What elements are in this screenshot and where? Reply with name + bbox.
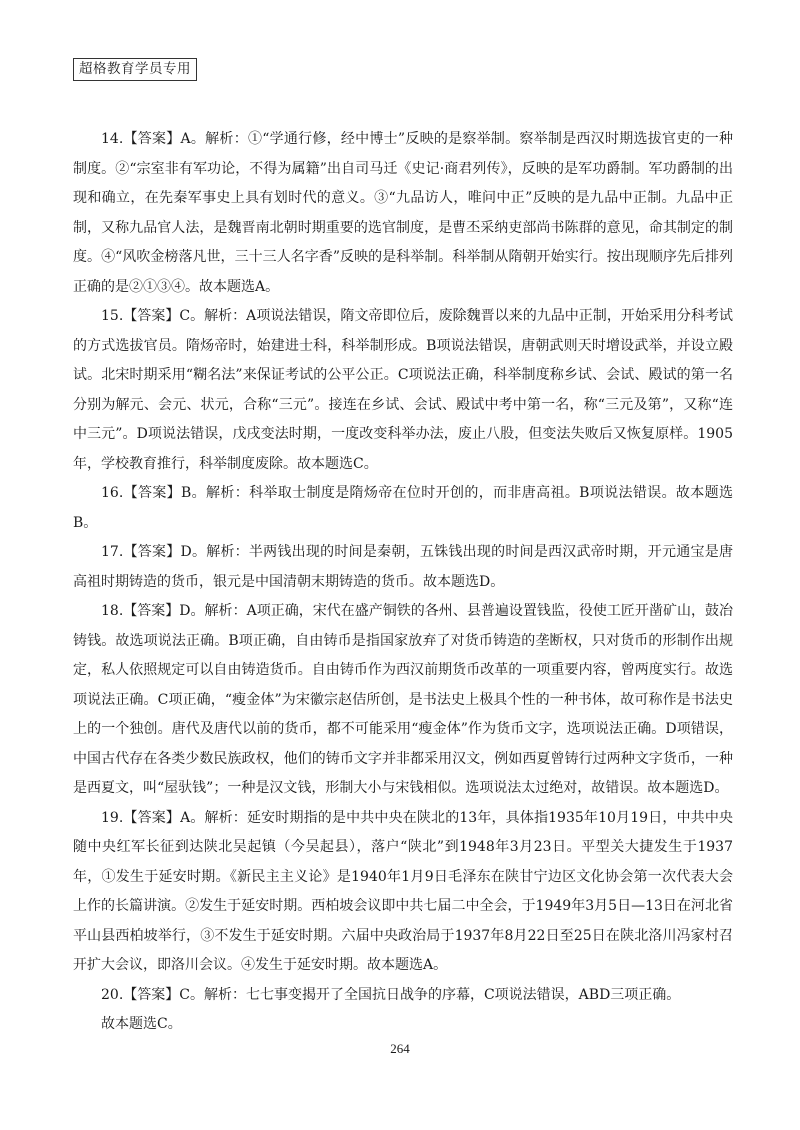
header-tag: 超格教育学员专用 bbox=[73, 58, 197, 81]
answer-20-conclusion: 故本题选C。 bbox=[101, 1016, 182, 1032]
answer-17: 17.【答案】D。解析：半两钱出现的时间是秦朝，五铢钱出现的时间是西汉武帝时期，开元通宝是唐高祖时期铸造的货币，银元是中国清朝末期铸造的货币。故本题选D。 bbox=[73, 544, 733, 590]
answer-15: 15.【答案】C。解析：A项说法错误，隋文帝即位后，废除魏晋以来的九品中正制，开始采用分科考试的方式选拔官员。隋炀帝时，始建进士科，科举制形成。B项说法错误，唐朝武则天时增设武举，并设立殿试。北宋时期采用“糊名法”来保证考试的公平公正。C项说法正确，科举制度称乡试、会试、殿试的第一名分别为解元、会元、状元，合称“三元”。接连在乡试、会试、殿试中考中第一名，称“三元及第”，又称“连中三元”。D项说法错误，戊戌变法时期，一度改变科举办法，废止八股，但变法失败后又恢复原样。1905年，学校教育推行，科举制度废除。故本题选C。 bbox=[73, 308, 733, 472]
answer-20: 20.【答案】C。解析：七七事变揭开了全国抗日战争的序幕，C项说法错误，ABD三项正确。 bbox=[101, 986, 681, 1003]
answer-content bbox=[73, 125, 733, 1040]
answer-19: 19.【答案】A。解析：延安时期指的是中共中央在陕北的13年，具体指1935年10月19日，中共中央随中央红军长征到达陕北吴起镇（今吴起县），落户“陕北”到1948年3月23日。平型关大捷发生于1937年，①发生于延安时期。《新民主主义论》是1940年1月9日毛泽东在陕甘宁边区文化协会第一次代表大会上作的长篇讲演。②发生于延安时期。西柏坡会议即中共七届二中全会，于1949年3月5日—13日在河北省平山县西柏坡举行，③不发生于延安时期。六届中央政治局于1937年8月22日至25日在陕北洛川冯家村召开扩大会议，即洛川会议。④发生于延安时期。故本题选A。 bbox=[73, 809, 733, 973]
answer-16: 16.【答案】B。解析：科举取士制度是隋炀帝在位时开创的，而非唐高祖。B项说法错误。故本题选B。 bbox=[73, 485, 733, 531]
page-number: 264 bbox=[390, 1041, 410, 1056]
answer-14: 14.【答案】A。解析：①“学通行修，经中博士”反映的是察举制。察举制是西汉时期选拔官吏的一种制度。②“宗室非有军功论，不得为属籍”出自司马迁《史记·商君列传》，反映的是军功爵制。军功爵制的出现和确立，在先秦军事史上具有划时代的意义。③“九品访人，唯问中正”反映的是九品中正制。九品中正制，又称九品官人法，是魏晋南北朝时期重要的选官制度，是曹丕采纳吏部尚书陈群的意见，命其制定的制度。④“风吹金榜落凡世，三十三人名字香”反映的是科举制。科举制从隋朝开始实行。按出现顺序先后排列正确的是②①③④。故本题选A。 bbox=[73, 131, 733, 295]
answer-18: 18.【答案】D。解析：A项正确，宋代在盛产铜铁的各州、县普遍设置钱监，役使工匠开凿矿山，鼓冶铸钱。故选项说法正确。B项正确，自由铸币是指国家放弃了对货币铸造的垄断权，只对货币的形制作出规定，私人依照规定可以自由铸造货币。自由铸币作为西汉前期货币改革的一项重要内容，曾两度实行。故选项说法正确。C项正确，“瘦金体”为宋徽宗赵佶所创，是书法史上极具个性的一种书体，故可称作是书法史上的一个独创。唐代及唐代以前的货币，都不可能采用“瘦金体”作为货币文字，选项说法正确。D项错误，中国古代存在各类少数民族政权，他们的铸币文字并非都采用汉文，例如西夏曾铸行过两种文字货币，一种是西夏文，叫“屋驮钱”；一种是汉文钱，形制大小与宋钱相似。选项说法太过绝对，故错误。故本题选D。 bbox=[73, 603, 733, 796]
